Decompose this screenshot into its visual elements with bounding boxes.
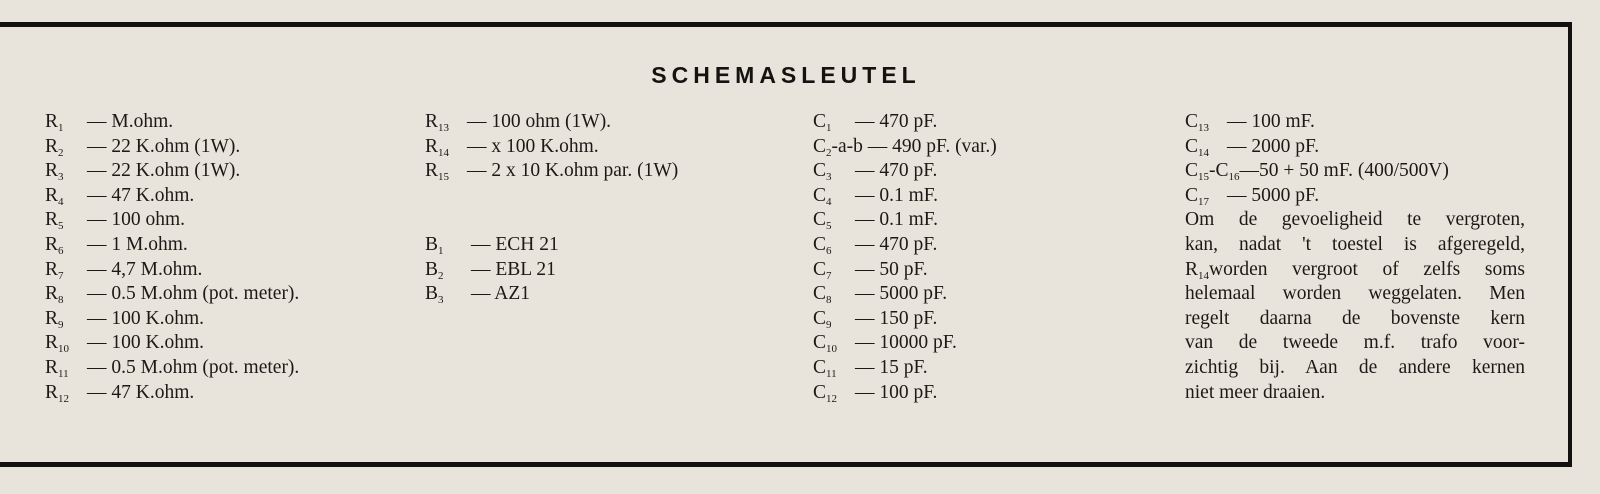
list-item: $R_4$ — 47 K.ohm.: [45, 184, 195, 208]
note-line: kan, nadat 't toestel is afgeregeld,: [1185, 233, 1525, 255]
list-item: $R_8$ — 0.5 M.ohm (pot. meter).: [45, 283, 300, 307]
capacitor-list-2: [1185, 110, 1525, 405]
list-item: $C_{15}-C_{16}—50 + 50$ mF. (400/500V): [1185, 160, 1449, 184]
note-line: helemaal worden weggelaten. Men: [1185, 283, 1525, 305]
list-item: $C_6$ — 470 pF.: [813, 233, 938, 257]
list-item: $C_9$ — 150 pF.: [813, 307, 938, 331]
list-item: $R_9$ — 100 K.ohm.: [45, 307, 204, 331]
list-item: $C_2-a-b$ — 490 pF. (var.): [813, 135, 997, 159]
list-item: $C_{14}$ — 2000 pF.: [1185, 135, 1320, 159]
list-item: $C_{12}$ — 100 pF.: [813, 381, 938, 405]
list-item: $C_8$ — 5000 pF.: [813, 283, 948, 307]
capacitor-list-1: [813, 110, 997, 405]
list-item: $R_{14}$ — x 100 K.ohm.: [425, 135, 599, 159]
list-item: $R_{12}$ — 47 K.ohm.: [45, 381, 195, 405]
page-title: SCHEMASLEUTEL: [651, 62, 921, 88]
note-line: regelt daarna de bovenste kern: [1185, 307, 1525, 329]
list-item: $C_5$ — 0.1 mF.: [813, 209, 938, 233]
list-item: $R_{11}$ — 0.5 M.ohm (pot. meter).: [45, 356, 300, 380]
list-item: $C_1$ — 470 pF.: [813, 111, 938, 134]
list-item: $C_3$ — 470 pF.: [813, 160, 938, 184]
list-item: $R_2$ — 22 K.ohm (1W).: [45, 135, 241, 159]
note-line: Om de gevoeligheid te vergroten,: [1185, 209, 1525, 231]
list-item: $R_3$ — 22 K.ohm (1W).: [45, 160, 241, 184]
list-item: $C_{10}$ — 10000 pF.: [813, 332, 957, 356]
list-item: $C_{17}$ — 5000 pF.: [1185, 184, 1320, 208]
list-item: $R_5$ — 100 ohm.: [45, 209, 186, 233]
list-item: $R_{15}$ — 2 x 10 K.ohm par. (1W): [425, 160, 679, 184]
list-item: $R_6$ — 1 M.ohm.: [45, 233, 188, 257]
resistor-list-1: [45, 110, 299, 405]
note-line: van de tweede m.f. trafo voor-: [1185, 332, 1525, 354]
list-item: $B_3$ — AZ1: [425, 283, 531, 307]
list-item: $C_{11}$ — 15 pF.: [813, 356, 928, 380]
note-line: zichtig bij. Aan de andere kernen: [1185, 356, 1525, 378]
note-line: niet meer draaien.: [1185, 381, 1326, 403]
adjustment-note: [1185, 208, 1525, 405]
list-item: $C_7$ — 50 pF.: [813, 258, 928, 282]
list-item: $C_4$ — 0.1 mF.: [813, 184, 938, 208]
list-item: $R_1$ — M.ohm.: [45, 111, 174, 134]
list-item: $B_2$ — EBL 21: [425, 258, 556, 282]
note-line: $R_{14}worden$ vergroot of zelfs soms: [1185, 258, 1525, 282]
list-item: $R_7$ — 4,7 M.ohm.: [45, 258, 203, 282]
list-item: $R_{13}$ — 100 ohm (1W).: [425, 111, 612, 134]
list-item: $B_1$ — ECH 21: [425, 233, 559, 257]
list-item: $C_{13}$ — 100 mF.: [1185, 111, 1315, 134]
resistor-tube-list: [425, 110, 678, 307]
list-item: $R_{10}$ — 100 K.ohm.: [45, 332, 204, 356]
